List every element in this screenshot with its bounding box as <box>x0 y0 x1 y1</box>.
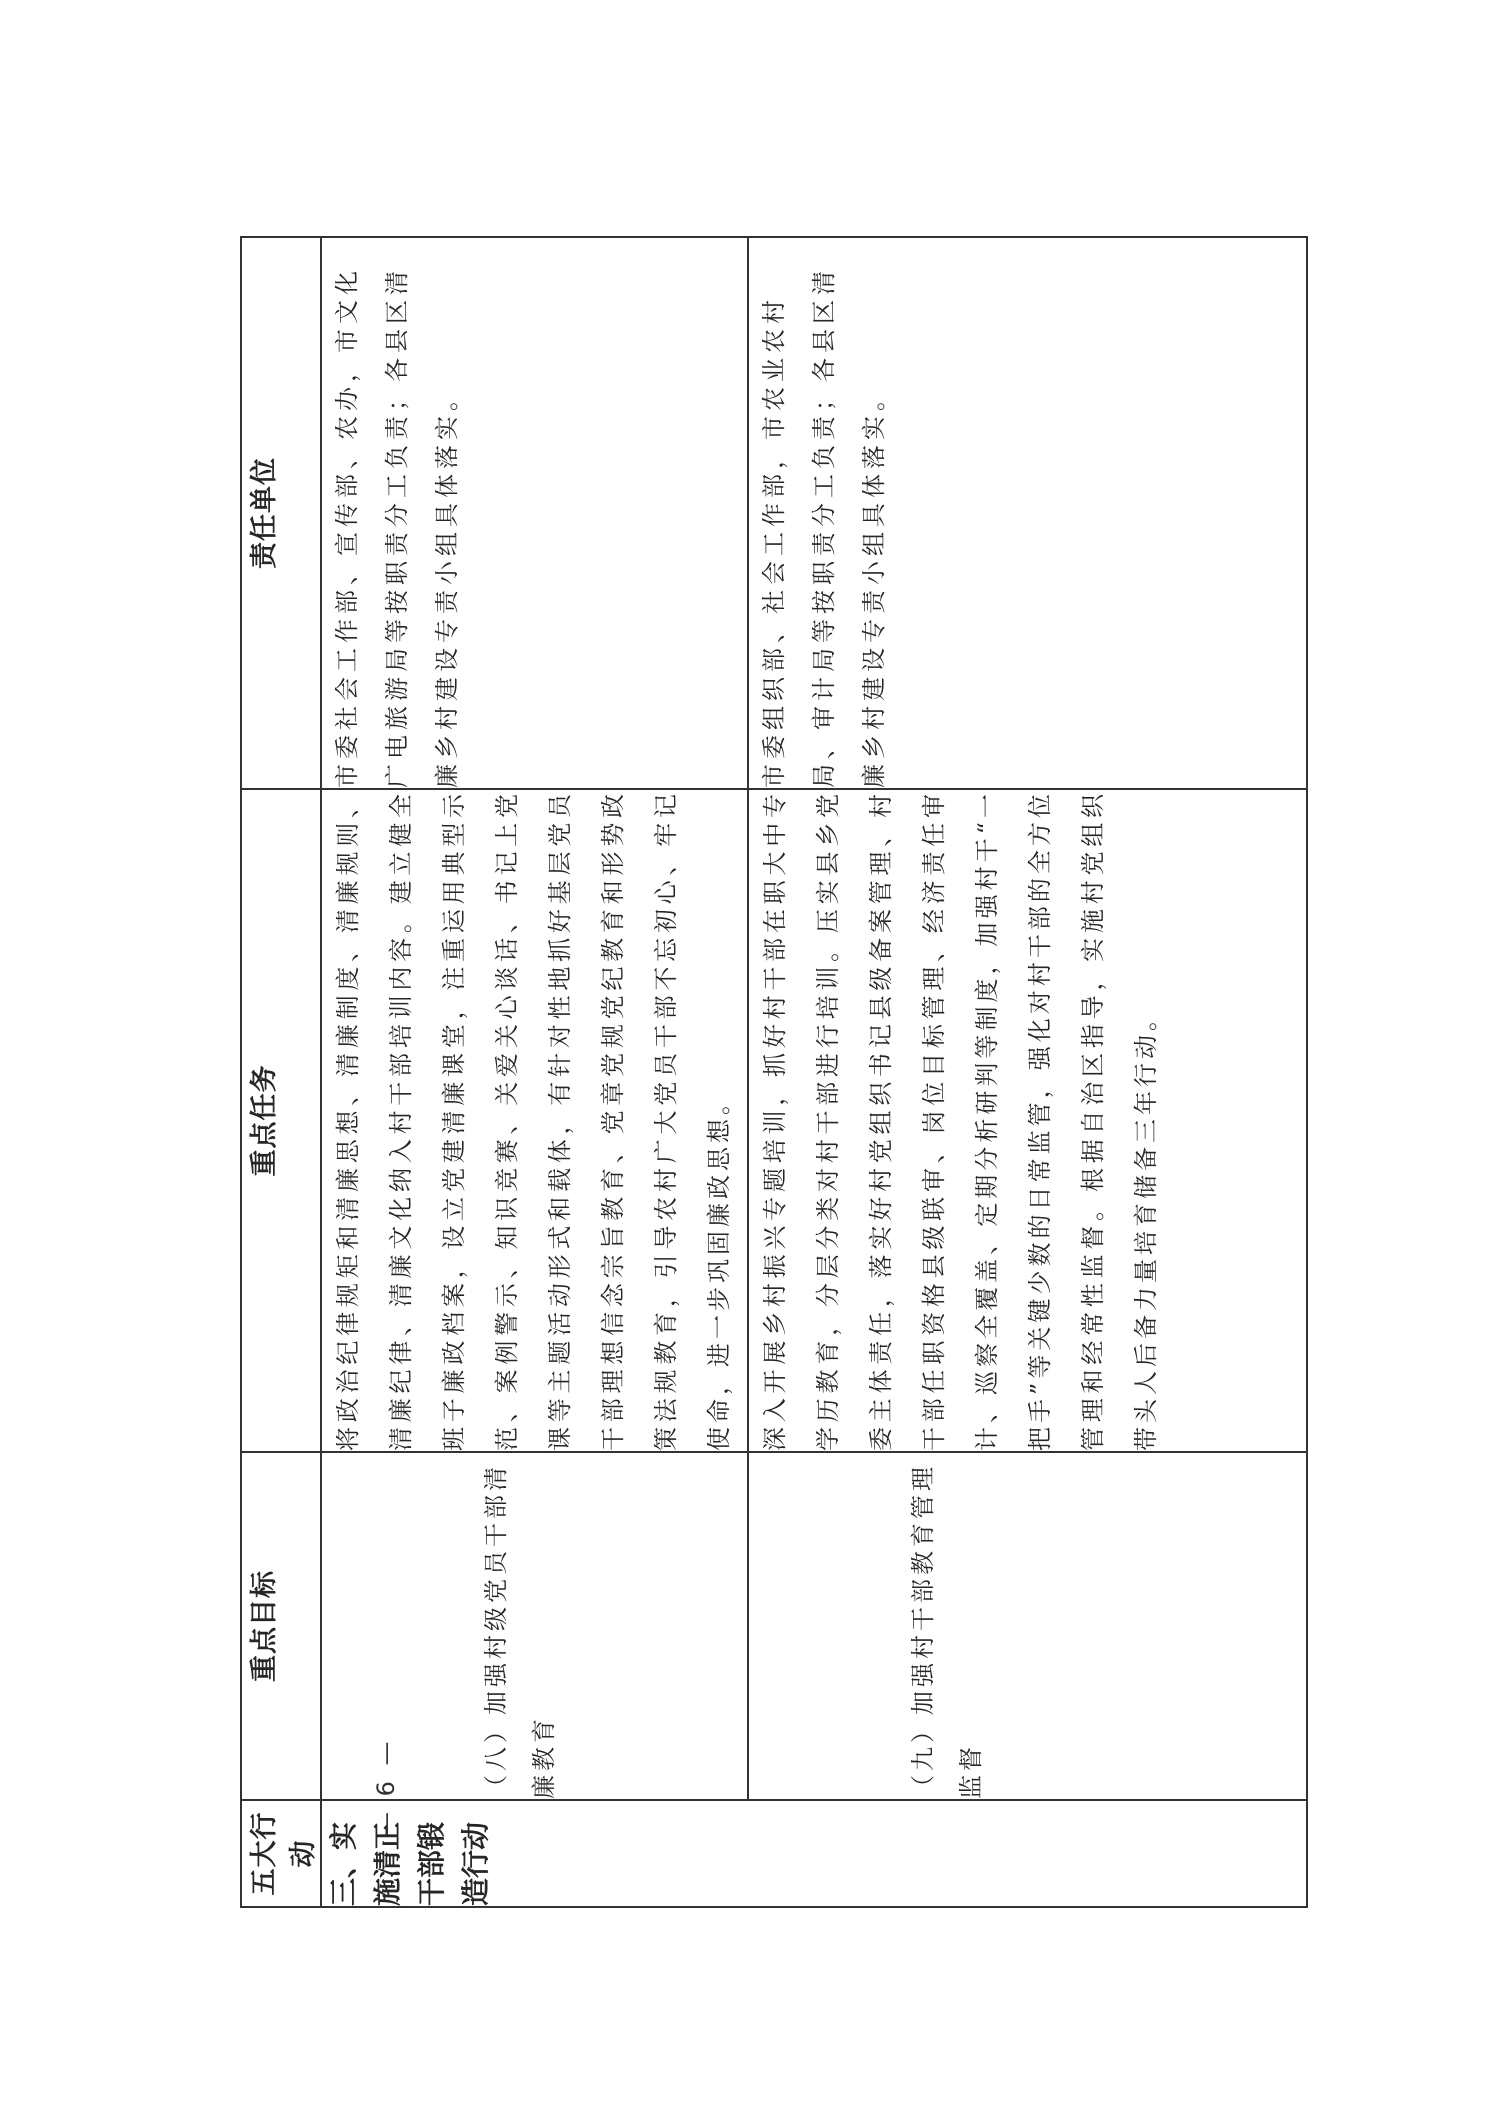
goal-cell: （八）加强村级党员干部清廉教育 <box>321 1452 748 1800</box>
action-name: 三、实施清正干部锻造行动 <box>321 1800 1307 1907</box>
header-responsible-units: 责任单位 <box>241 237 321 789</box>
table-header-row <box>241 237 321 1907</box>
header-five-actions: 五大行动 <box>241 1800 321 1907</box>
header-key-tasks: 重点任务 <box>241 789 321 1452</box>
responsible-cell: 市委组织部、社会工作部，市农业农村局、审计局等按职责分工负责；各县区清廉乡村建设专责小组具体落实。 <box>748 237 1307 789</box>
task-cell: 深入开展乡村振兴专题培训，抓好村干部在职大中专学历教育，分层分类对村干部进行培训。压实县乡党委主体责任，落实好村党组织书记县级备案管理、村干部任职资格县级联审、岗位目标管理、经济责任审计、巡察全覆盖、定期分析研判等制度，加强村干“一把手”等关键少数的日常监管，强化对村干部的全方位管理和经常性监督。根据自治区指导，实施村党组织带头人后备力量培育储备三年行动。 <box>748 789 1307 1452</box>
table-row <box>321 237 748 1907</box>
rotated-table-container <box>240 238 1303 1908</box>
page-number: — 6 — <box>372 1737 400 1836</box>
goal-cell: （九）加强村干部教育管理监督 <box>748 1452 1307 1800</box>
task-cell: 将政治纪律规矩和清廉思想、清廉制度、清廉规则、清廉纪律、清廉文化纳入村干部培训内容。建立健全班子廉政档案，设立党建清廉课堂，注重运用典型示范、案例警示、知识竞赛、关爱关心谈话、书记上党课等主题活动形式和载体，有针对性地抓好基层党员干部理想信念宗旨教育、党章党规党纪教育和形势政策法规教育，引导农村广大党员干部不忘初心、牢记使命，进一步巩固廉政思想。 <box>321 789 748 1452</box>
table-row <box>748 237 1307 1907</box>
header-key-goals: 重点目标 <box>241 1452 321 1800</box>
responsible-cell: 市委社会工作部、宣传部、农办，市文化广电旅游局等按职责分工负责；各县区清廉乡村建设专责小组具体落实。 <box>321 237 748 789</box>
action-table <box>240 236 1308 1908</box>
